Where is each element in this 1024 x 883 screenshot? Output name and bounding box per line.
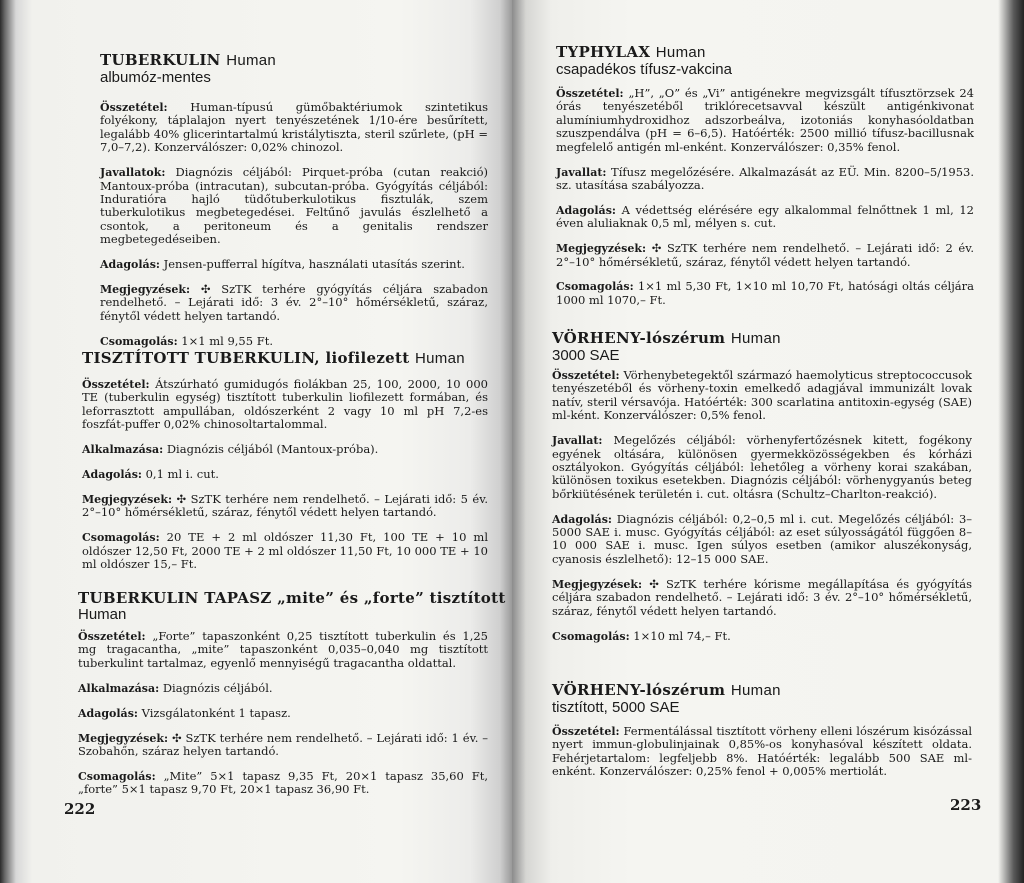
field-javallat: Javallat: Megelőzés céljából: vörhenyfertőzésnek kitett, fogékony egyének oltására, különösen gyermekközösségekben és kórházi osztályokon. Gyógyítás céljából: lehetőleg a vörheny korai szakában, különösen toxikus esetekben. Diagnózis céljából: vörhenygyanús beteg bőrkiütésének területén i. cut. oltásra (Schultz–Charlton-reakció). — [552, 433, 973, 501]
field-megjegyzesek: Megjegyzések: ✣ SzTK terhére kórisme megállapítása és gyógyítás céljára szabadon rendelhető. – Lejárati idő: 3 év. 2°–10° hőmérsékletű, száraz, fénytől védett helyen tartandó. — [552, 576, 972, 618]
field-adagolas: Adagolás: Jensen-pufferral hígítva, használati utasítás szerint. — [100, 257, 465, 272]
field-megjegyzesek: Megjegyzések: ✣ SzTK terhére nem rendelhető. – Lejárati idő: 2 év. 2°–10° hőmérsékletű, száraz, fénytől védett helyen tartandó. — [556, 241, 975, 269]
entry-subtitle: Human — [78, 606, 127, 623]
entry-title: TYPHYLAX Human — [556, 43, 706, 61]
field-osszetetel: Összetétel: „H”, „O” és „Vi” antigénekre megvizsgált tífusztörzsek 24 órás tenyészetéből triklórecetsavval készült antigénkivonat alumíniumhydroxidhoz adszorbeálva, izotoniás konyhasóoldatban szuszpendálva (pH = 6–6,5). Hatóérték: 2500 millió tífusz-bacillusnak megfelelő antigén ml-enként. Konzerválószer: 0,35% fenol. — [556, 86, 974, 154]
field-osszetetel: Összetétel: Vörhenybetegektől származó haemolyticus streptococcusok tenyészetéből és vörheny-toxin emelkedő adagjával immunizált lovak natív, steril vérsavója. Hatóérték: 300 scarlatina antitoxin-egység (SAE) ml-ként. Konzerválószer: 0,5% fenol. — [552, 368, 973, 423]
field-osszetetel: Összetétel: Fermentálással tisztított vörheny elleni lószérum kisózással nyert immun-globulinjainak 0,85%-os konyhasóval készített oldata. Fehérjetartalom: legfeljebb 8%. Hatóérték: legalább 500 SAE ml-enként. Konzerválószer: 0,25% fenol + 0,005% mertiolát. — [552, 724, 973, 779]
field-adagolas: Adagolás: Diagnózis céljából: 0,2–0,5 ml i. cut. Megelőzés céljából: 3–5000 SAE i. musc. Gyógyítás céljából: az eset súlyosságától függően 8–10 000 SAE i. musc. Igen súlyos esetben (amikor aluszékonyság, cyanosis észlelhető): 12–15 000 SAE. — [552, 511, 973, 566]
field-alkalmazasa: Alkalmazása: Diagnózis céljából. — [78, 680, 273, 695]
entry-subtitle: tisztított, 5000 SAE — [552, 699, 680, 716]
field-csomagolas: Csomagolás: „Mite” 5×1 tapasz 9,35 Ft, 20×1 tapasz 35,60 Ft, „forte” 5×1 tapasz 9,70 Ft, 20×1 tapasz 36,90 Ft. — [78, 768, 488, 797]
right-page-content — [512, 0, 1024, 883]
entry-title: TUBERKULIN Human — [100, 51, 277, 69]
entry-tuberkulin-tapasz — [78, 589, 506, 808]
field-csomagolas: Csomagolás: 20 TE + 2 ml oldószer 11,30 Ft, 100 TE + 10 ml oldószer 12,50 Ft, 2000 TE + 2 ml oldószer 11,50 Ft, 10 000 TE + 10 ml oldószer 15,– Ft. — [82, 530, 489, 572]
entry-tisztitott-tuberkulin — [82, 350, 488, 583]
entry-subtitle: csapadékos tífusz-vakcina — [556, 61, 732, 78]
field-javallatok: Javallatok: Diagnózis céljából: Pirquet-próba (cutan reakció) Mantoux-próba (intracutan), subcutan-próba. Gyógyítás céljából: Induratióra hajló tüdőtuberkulotikus fisztulák, szem tuberkulotikus megbetegedései. Feltűnő javulás észlelhető a csontok, a peritoneum és a genitalis rendszer megbetegedéseiben. — [100, 165, 489, 247]
field-osszetetel: Összetétel: „Forte” tapaszonként 0,25 tisztított tuberkulin és 1,25 mg tragacantha, „mite” tapaszonként 0,035–0,040 mg tisztított tuberkulint tartalmaz, egyenlő mennyiségű tragacantha oldattal. — [78, 629, 488, 670]
field-adagolas: Adagolás: 0,1 ml i. cut. — [82, 467, 219, 482]
entry-subtitle: 3000 SAE — [552, 347, 620, 364]
entry-tuberkulin — [100, 52, 488, 360]
field-csomagolas: Csomagolás: 1×1 ml 9,55 Ft. — [100, 333, 273, 348]
entry-vorheny-loszerum-tisztitott — [552, 682, 972, 790]
field-osszetetel: Összetétel: Human-típusú gümőbaktériumok szintetikus folyékony, táplalajon nyert tenyészetének 1/10-ére besűrített, legalább 40% glicerintartalmú kristálytiszta, steril szűrlete, (pH = 7,0–7,2). Konzerválószer: 0,02% chinozol. — [100, 100, 488, 155]
entry-title: VÖRHENY-lószérum Human — [552, 681, 781, 699]
entry-title: TISZTÍTOTT TUBERKULIN, liofilezett Human — [82, 349, 465, 367]
entry-title: TUBERKULIN TAPASZ „mite” és „forte” tisztított — [78, 589, 506, 607]
field-javallat: Javallat: Tífusz megelőzésére. Alkalmazását az EÜ. Min. 8200–5/1953. sz. utasítása szabályozza. — [556, 164, 975, 192]
field-megjegyzesek: Megjegyzések: ✣ SzTK terhére nem rendelhető. – Lejárati idő: 1 év. – Szobahőn, száraz helyen tartandó. — [78, 730, 489, 758]
right-page — [512, 0, 1024, 883]
field-megjegyzesek: Megjegyzések: ✣ SzTK terhére nem rendelhető. – Lejárati idő: 5 év. 2°–10° hőmérsékletű, száraz, fénytől védett helyen tartandó. — [82, 491, 489, 520]
entry-subtitle: albumóz-mentes — [100, 69, 211, 86]
field-csomagolas: Csomagolás: 1×1 ml 5,30 Ft, 1×10 ml 10,70 Ft, hatósági oltás céljára 1000 ml 1070,– Ft. — [556, 279, 975, 307]
field-megjegyzesek: Megjegyzések: ✣ SzTK terhére gyógyítás céljára szabadon rendelhető. – Lejárati idő: 3 év. 2°–10° hőmérsékletű, száraz, fénytől védett helyen tartandó. — [100, 281, 488, 323]
entry-vorheny-loszerum — [552, 330, 972, 654]
field-csomagolas: Csomagolás: 1×10 ml 74,– Ft. — [552, 628, 731, 643]
page-number: 222 — [64, 800, 96, 818]
entry-title: VÖRHENY-lószérum Human — [552, 329, 781, 347]
field-osszetetel: Összetétel: Átszúrható gumidugós fiolákban 25, 100, 2000, 10 000 TE (tuberkulin egység) tisztított tuberkulin liofilezett formában, és leforrasztott ampullában, oldószerként 2 vagy 10 ml pH 7,2-es foszfát-puffer 0,02% chinosoltartalommal. — [82, 377, 488, 432]
page-number: 223 — [950, 796, 982, 814]
field-adagolas: Adagolás: A védettség elérésére egy alkalommal felnőttnek 1 ml, 12 éven aluliaknak 0,5 ml, mélyen s. cut. — [556, 202, 974, 231]
field-adagolas: Adagolás: Vizsgálatonként 1 tapasz. — [78, 705, 291, 720]
field-alkalmazasa: Alkalmazása: Diagnózis céljából (Mantoux-próba). — [82, 442, 379, 457]
entry-typhylax — [556, 44, 974, 319]
